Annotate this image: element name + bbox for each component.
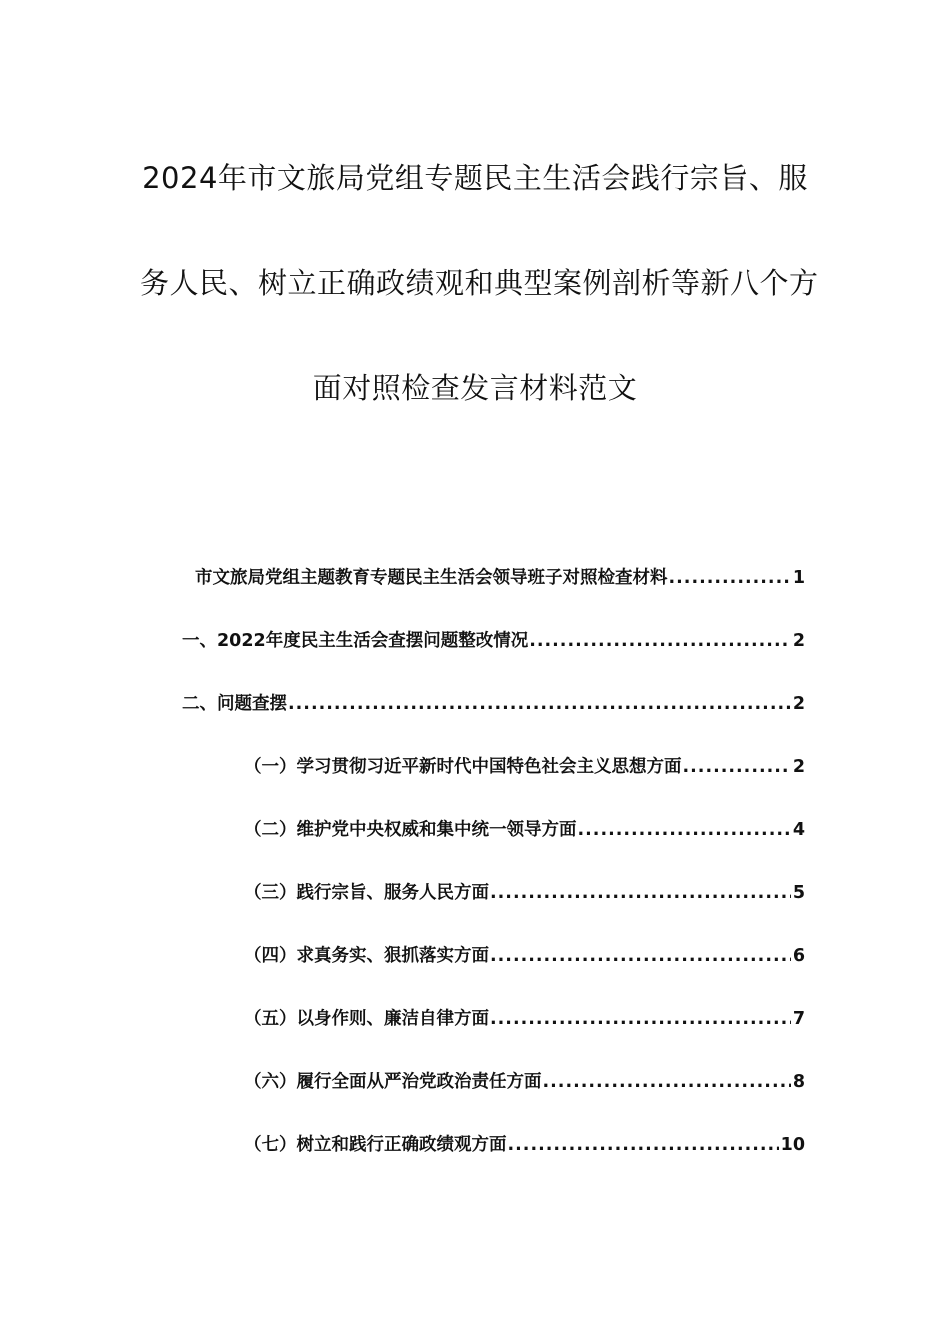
toc-leader-dots: [490, 941, 791, 971]
toc-entry-section-1[interactable]: [182, 626, 805, 656]
title-line-1: 2024年市文旅局党组专题民主生活会践行宗旨、服: [142, 161, 808, 195]
toc-entry-subsection-1[interactable]: [244, 752, 805, 782]
toc-entry-label: （五）以身作则、廉洁自律方面: [244, 1009, 489, 1029]
toc-page-number: 5: [792, 883, 805, 903]
toc-leader-dots: [490, 1004, 791, 1034]
toc-page-number: 7: [792, 1009, 805, 1029]
toc-page-number: 8: [792, 1072, 805, 1092]
toc-entry-label: （三）践行宗旨、服务人民方面: [244, 883, 489, 903]
toc-entry-label: （六）履行全面从严治党政治责任方面: [244, 1072, 542, 1092]
toc-page-number: 2: [792, 631, 805, 651]
toc-page-number: 2: [792, 694, 805, 714]
toc-entry-label: 市文旅局党组主题教育专题民主生活会领导班子对照检查材料: [195, 568, 668, 588]
toc-page-number: 4: [792, 820, 805, 840]
toc-entry-label: （一）学习贯彻习近平新时代中国特色社会主义思想方面: [244, 757, 682, 777]
toc-leader-dots: [669, 563, 791, 593]
toc-page-number: 2: [792, 757, 805, 777]
toc-page-number: 1: [792, 568, 805, 588]
toc-entry-label: （四）求真务实、狠抓落实方面: [244, 946, 489, 966]
document-title: [140, 126, 819, 441]
toc-leader-dots: [508, 1130, 779, 1160]
toc-leader-dots: [543, 1067, 791, 1097]
toc-leader-dots: [683, 752, 791, 782]
toc-leader-dots: [288, 689, 791, 719]
toc-entry-main[interactable]: [195, 563, 805, 593]
toc-page-number: 10: [780, 1135, 805, 1155]
title-line-2: 务人民、树立正确政绩观和典型案例剖析等新八个方: [140, 266, 819, 300]
toc-entry-subsection-4[interactable]: [244, 941, 805, 971]
toc-entry-subsection-7[interactable]: [244, 1130, 805, 1160]
toc-leader-dots: [578, 815, 791, 845]
toc-leader-dots: [529, 626, 791, 656]
toc-entry-label: 二、问题查摆: [182, 694, 287, 714]
toc-entry-subsection-3[interactable]: [244, 878, 805, 908]
toc-page-number: 6: [792, 946, 805, 966]
toc-entry-label: （七）树立和践行正确政绩观方面: [244, 1135, 507, 1155]
toc-entry-subsection-6[interactable]: [244, 1067, 805, 1097]
toc-leader-dots: [490, 878, 791, 908]
title-line-3: 面对照检查发言材料范文: [312, 371, 638, 405]
toc-entry-subsection-5[interactable]: [244, 1004, 805, 1034]
toc-entry-section-2[interactable]: [182, 689, 805, 719]
toc-entry-label: （二）维护党中央权威和集中统一领导方面: [244, 820, 577, 840]
toc-entry-subsection-2[interactable]: [244, 815, 805, 845]
toc-entry-label: 一、2022年度民主生活会查摆问题整改情况: [182, 631, 529, 651]
